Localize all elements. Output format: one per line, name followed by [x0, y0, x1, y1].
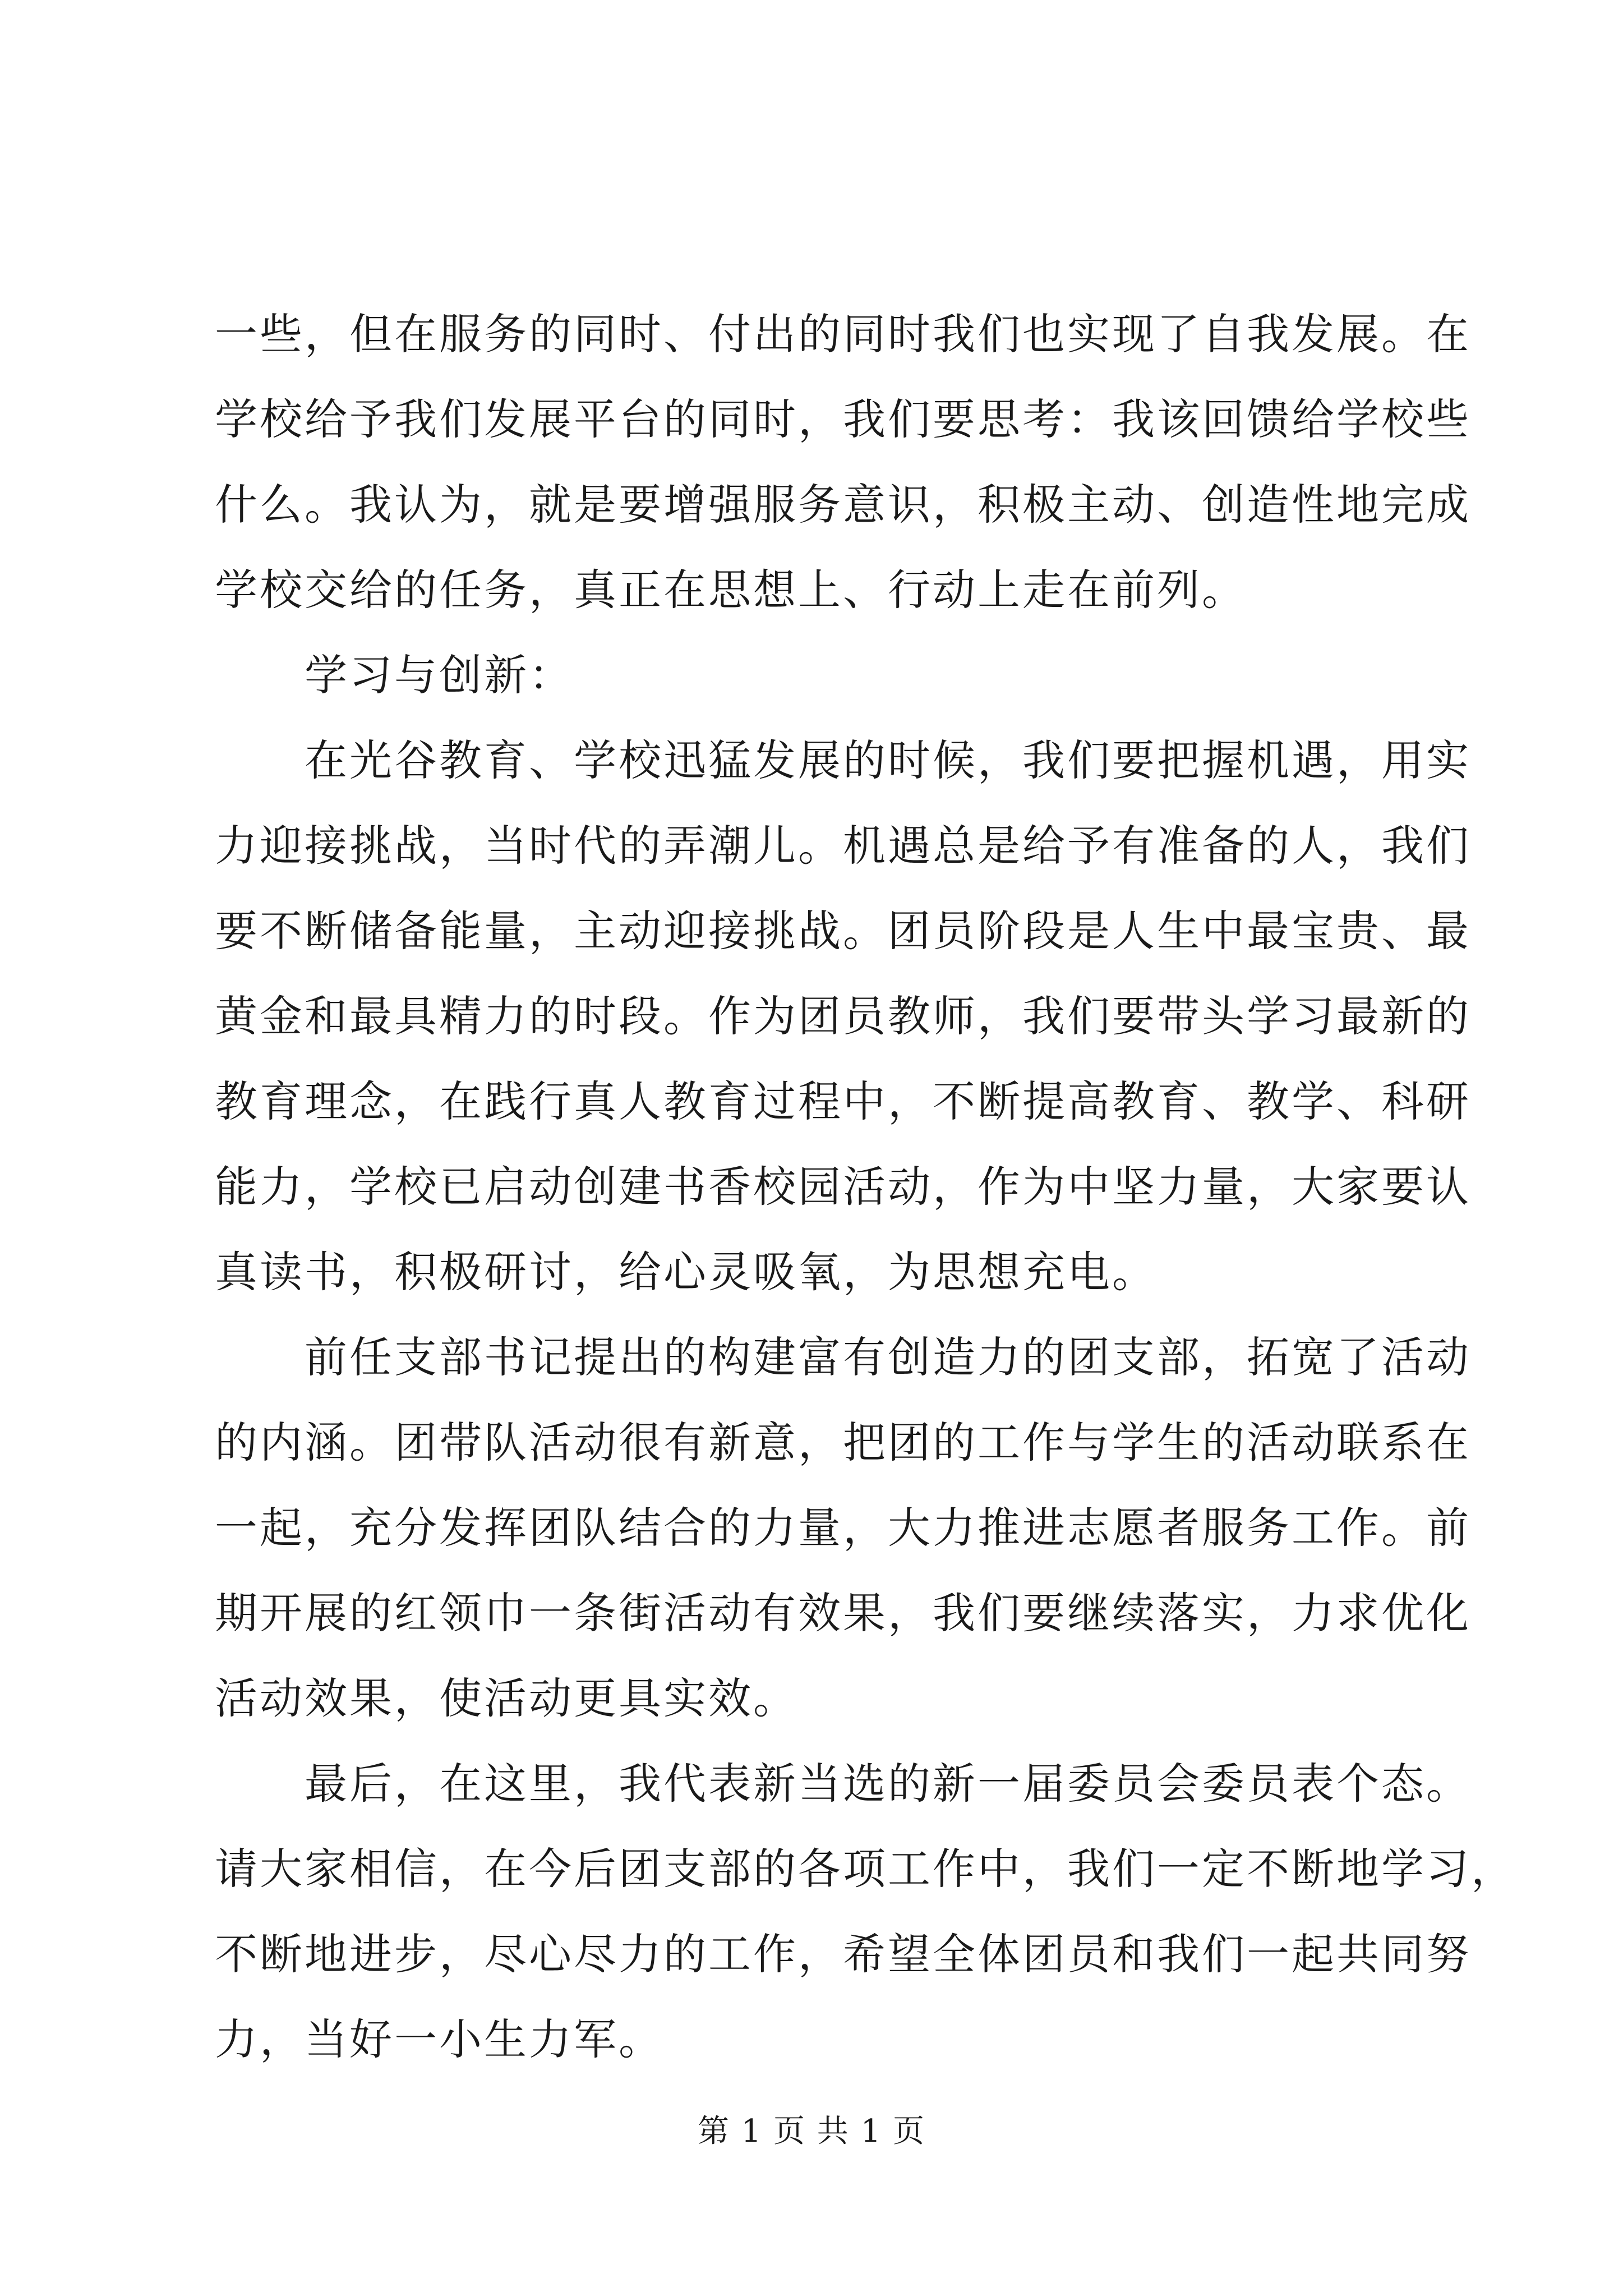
- text-line: 学校给予我们发展平台的同时，我们要思考：我该回馈给学校些: [215, 394, 1471, 444]
- text-line: 最后，在这里，我代表新当选的新一届委员会委员表个态。: [305, 1759, 1471, 1809]
- text-line: 什么。我认为，就是要增强服务意识，积极主动、创造性地完成: [215, 480, 1471, 530]
- text-line: 不断地进步，尽心尽力的工作，希望全体团员和我们一起共同努: [215, 1929, 1471, 1979]
- text-line: 活动效果，使活动更具实效。: [215, 1673, 798, 1723]
- document-body: [215, 292, 1516, 2082]
- text-line: 能力，学校已启动创建书香校园活动，作为中坚力量，大家要认: [215, 1162, 1471, 1212]
- text-line: 一些，但在服务的同时、付出的同时我们也实现了自我发展。在: [215, 309, 1471, 359]
- text-line: 的内涵。团带队活动很有新意，把团的工作与学生的活动联系在: [215, 1418, 1471, 1467]
- text-line: 真读书，积极研讨，给心灵吸氧，为思想充电。: [215, 1247, 1157, 1297]
- text-line: 力迎接挑战，当时代的弄潮儿。机遇总是给予有准备的人，我们: [215, 821, 1471, 871]
- text-line: 黄金和最具精力的时段。作为团员教师，我们要带头学习最新的: [215, 991, 1471, 1041]
- text-line: 请大家相信，在今后团支部的各项工作中，我们一定不断地学习，: [215, 1844, 1516, 1894]
- text-line: 教育理念，在践行真人教育过程中，不断提高教育、教学、科研: [215, 1076, 1471, 1126]
- page-footer: 第 1 页 共 1 页: [697, 2113, 926, 2150]
- text-line: 力，当好一小生力军。: [215, 2014, 663, 2064]
- text-line: 学习与创新：: [305, 650, 574, 700]
- text-line: 期开展的红领巾一条街活动有效果，我们要继续落实，力求优化: [215, 1588, 1471, 1638]
- text-line: 要不断储备能量，主动迎接挑战。团员阶段是人生中最宝贵、最: [215, 906, 1471, 956]
- text-line: 学校交给的任务，真正在思想上、行动上走在前列。: [215, 565, 1247, 615]
- text-line: 在光谷教育、学校迅猛发展的时候，我们要把握机遇，用实: [305, 735, 1471, 785]
- text-line: 前任支部书记提出的构建富有创造力的团支部，拓宽了活动: [305, 1332, 1471, 1382]
- text-line: 一起，充分发挥团队结合的力量，大力推进志愿者服务工作。前: [215, 1503, 1471, 1553]
